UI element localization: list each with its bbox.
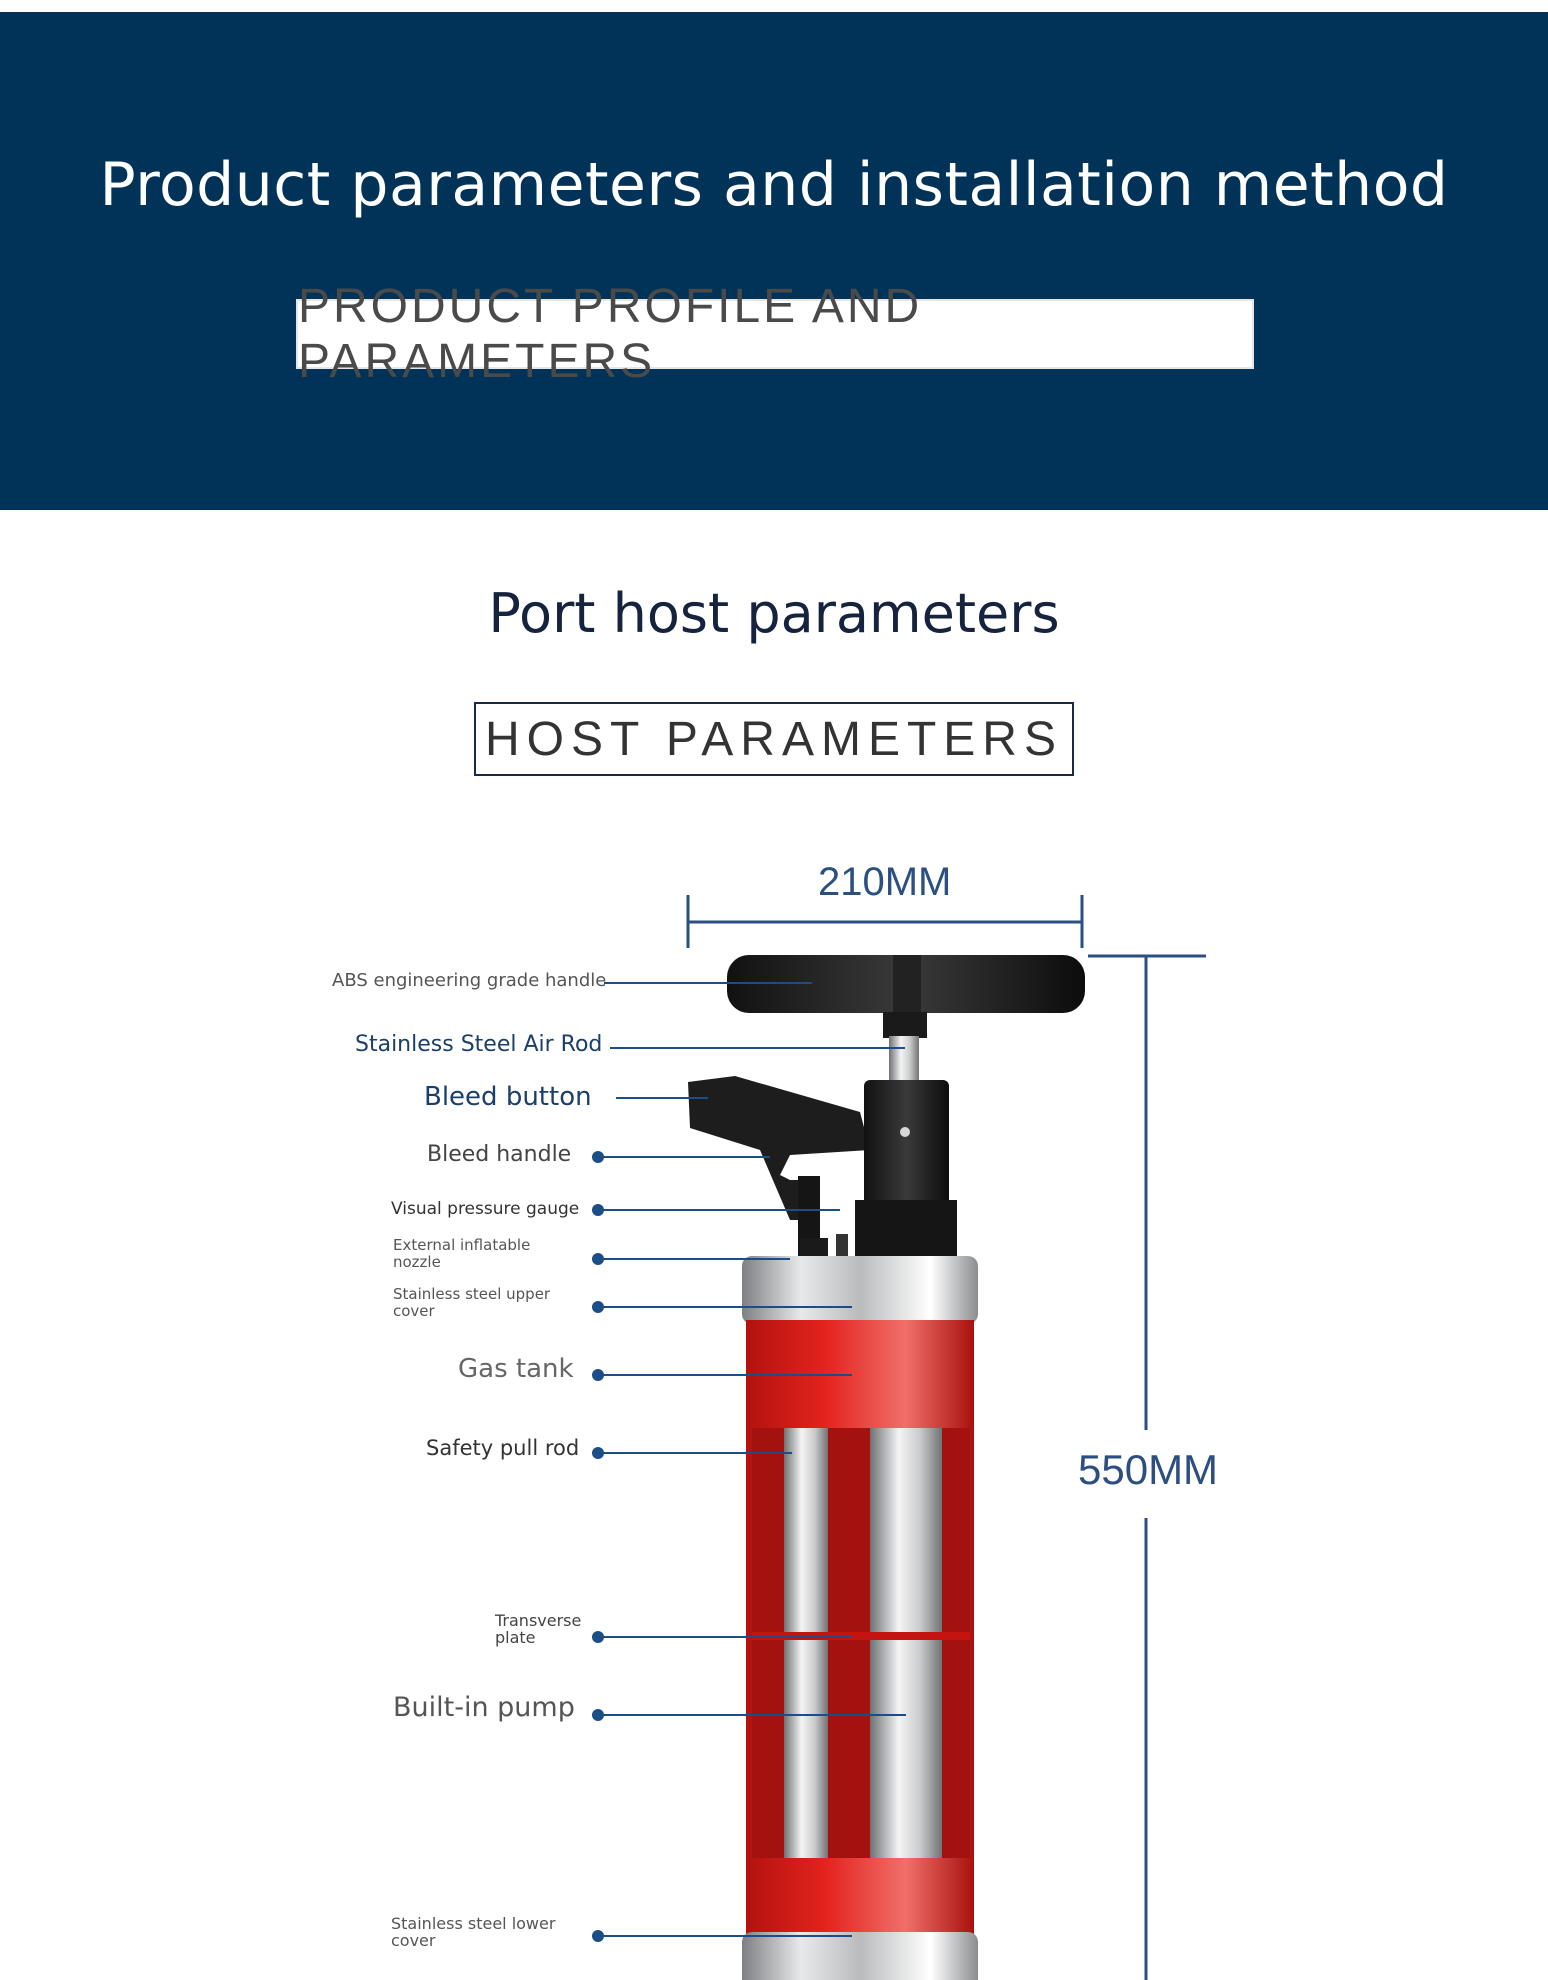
banner-subtitle: PRODUCT PROFILE AND PARAMETERS [298, 280, 923, 388]
label-lower-cover: Stainless steel lower cover [391, 1914, 556, 1950]
page-title: Product parameters and installation method [99, 150, 1449, 220]
height-dimension-label: 550MM [1078, 1446, 1219, 1493]
label-air-rod: Stainless Steel Air Rod [355, 1032, 603, 1057]
label-pressure-gauge: Visual pressure gauge [391, 1199, 580, 1219]
label-bleed-button: Bleed button [424, 1082, 592, 1112]
upper-cover [742, 1256, 978, 1324]
label-upper-cover: Stainless steel upper cover [393, 1285, 551, 1320]
section-title: Port host parameters [488, 582, 1060, 645]
label-safety-pull-rod: Safety pull rod [426, 1436, 580, 1460]
label-inflatable-nozzle: External inflatable nozzle [393, 1236, 531, 1271]
leader-dots [592, 1151, 604, 1942]
lower-cover [742, 1932, 978, 1980]
t-handle [727, 955, 1085, 1038]
head-screw [900, 1127, 910, 1137]
host-parameters-label: HOST PARAMETERS [485, 712, 1063, 766]
builtin-pump-rod [870, 1428, 942, 1858]
safety-pull-rod-left [784, 1428, 828, 1858]
label-handle: ABS engineering grade handle [332, 970, 607, 991]
air-rod [889, 1036, 919, 1084]
label-builtin-pump: Built-in pump [393, 1692, 575, 1723]
bleed-handle-shape [688, 1076, 870, 1220]
label-gas-tank: Gas tank [458, 1354, 574, 1384]
label-transverse-plate: Transverse plate [495, 1611, 582, 1647]
width-dimension-label: 210MM [818, 860, 952, 904]
label-bleed-handle: Bleed handle [427, 1142, 572, 1167]
